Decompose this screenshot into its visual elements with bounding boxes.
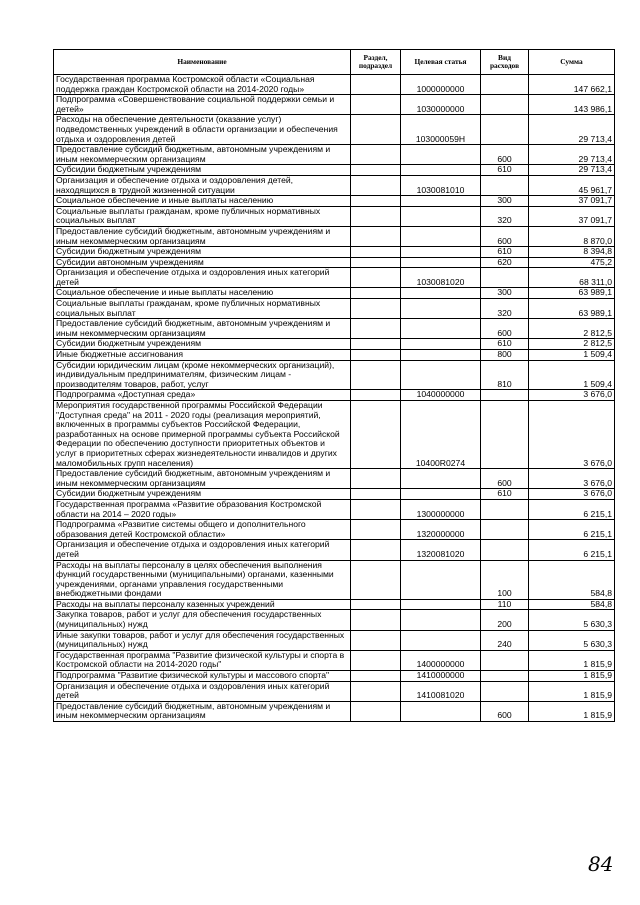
cell-article (401, 288, 481, 299)
cell-sum: 5 630,3 (529, 610, 615, 630)
cell-name: Социальное обеспечение и иные выплаты населению (54, 196, 351, 207)
cell-section (351, 401, 401, 469)
cell-sum: 1 815,9 (529, 681, 615, 701)
cell-article (401, 701, 481, 721)
cell-type: 610 (481, 165, 529, 176)
table-row (54, 226, 615, 246)
cell-article: 1040000000 (401, 390, 481, 401)
table-row (54, 560, 615, 599)
cell-name: Социальные выплаты гражданам, кроме публичных нормативных социальных выплат (54, 206, 351, 226)
cell-article (401, 196, 481, 207)
table-row (54, 196, 615, 207)
cell-article (401, 145, 481, 165)
cell-type: 800 (481, 350, 529, 361)
cell-article (401, 247, 481, 258)
cell-sum: 2 812,5 (529, 319, 615, 339)
cell-type (481, 75, 529, 95)
table-row (54, 339, 615, 350)
cell-sum: 8 870,0 (529, 226, 615, 246)
cell-sum: 29 713,4 (529, 145, 615, 165)
cell-section (351, 610, 401, 630)
cell-section (351, 257, 401, 268)
cell-section (351, 226, 401, 246)
cell-sum: 475,2 (529, 257, 615, 268)
cell-name: Социальные выплаты гражданам, кроме публичных нормативных социальных выплат (54, 299, 351, 319)
cell-article (401, 226, 481, 246)
cell-name: Мероприятия государственной программы Российской Федерации "Доступная среда" на 2011 - 2020 годы (реализация мероприятий, включенных в программы субъектов Российской Федерации, разработанных на основе примерной программы субъекта Российской Федерации по обеспечению доступности приоритетных объектов и услуг в приоритетных сферах жизнедеятельности инвалидов и других маломобильных групп населения) (54, 401, 351, 469)
cell-type (481, 650, 529, 670)
cell-type: 300 (481, 288, 529, 299)
cell-name: Субсидии бюджетным учреждениям (54, 489, 351, 500)
cell-sum: 63 989,1 (529, 288, 615, 299)
cell-article (401, 165, 481, 176)
cell-name: Предоставление субсидий бюджетным, автономным учреждениям и иным некоммерческим организациям (54, 469, 351, 489)
cell-sum: 2 812,5 (529, 339, 615, 350)
cell-section (351, 499, 401, 519)
cell-article (401, 299, 481, 319)
table-row (54, 469, 615, 489)
cell-section (351, 671, 401, 682)
table-row (54, 175, 615, 195)
table-row (54, 299, 615, 319)
cell-section (351, 196, 401, 207)
cell-name: Организация и обеспечение отдыха и оздоровления детей, находящихся в трудной жизненной ситуации (54, 175, 351, 195)
cell-type (481, 520, 529, 540)
cell-name: Иные бюджетные ассигнования (54, 350, 351, 361)
cell-section (351, 299, 401, 319)
cell-article: 1410081020 (401, 681, 481, 701)
cell-sum: 63 989,1 (529, 299, 615, 319)
cell-article: 1320081020 (401, 540, 481, 560)
cell-sum: 68 311,0 (529, 268, 615, 288)
table-row (54, 499, 615, 519)
cell-section (351, 75, 401, 95)
table-row (54, 350, 615, 361)
cell-sum: 1 509,4 (529, 360, 615, 390)
table-row (54, 247, 615, 258)
cell-name: Государственная программа "Развитие физической культуры и спорта в Костромской области на 2014-2020 годы" (54, 650, 351, 670)
cell-type (481, 268, 529, 288)
cell-sum: 1 509,4 (529, 350, 615, 361)
table-row (54, 95, 615, 115)
cell-sum: 3 676,0 (529, 390, 615, 401)
cell-name: Предоставление субсидий бюджетным, автономным учреждениям и иным некоммерческим организациям (54, 319, 351, 339)
cell-section (351, 650, 401, 670)
cell-type: 600 (481, 145, 529, 165)
cell-name: Расходы на выплаты персоналу в целях обеспечения выполнения функций государственными (муниципальными) органами, казенными учреждениями, органами управления государственными внебюджетными фондами (54, 560, 351, 599)
cell-sum: 3 676,0 (529, 469, 615, 489)
cell-name: Предоставление субсидий бюджетным, автономным учреждениям и иным некоммерческим организациям (54, 226, 351, 246)
cell-type: 200 (481, 610, 529, 630)
table-row (54, 489, 615, 500)
cell-type: 610 (481, 247, 529, 258)
cell-type (481, 95, 529, 115)
cell-name: Подпрограмма "Развитие физической культуры и массового спорта" (54, 671, 351, 682)
cell-type (481, 681, 529, 701)
table-row (54, 681, 615, 701)
cell-article (401, 489, 481, 500)
table-row (54, 610, 615, 630)
cell-sum: 6 215,1 (529, 540, 615, 560)
cell-name: Расходы на выплаты персоналу казенных учреждений (54, 599, 351, 610)
table-row (54, 671, 615, 682)
table-body (54, 75, 615, 722)
budget-table (53, 49, 615, 722)
header-type: Вид расходов (481, 50, 529, 75)
table-row (54, 288, 615, 299)
header-article: Целевая статья (401, 50, 481, 75)
cell-name: Подпрограмма «Развитие системы общего и дополнительного образования детей Костромской области» (54, 520, 351, 540)
cell-sum: 1 815,9 (529, 671, 615, 682)
cell-name: Субсидии автономным учреждениям (54, 257, 351, 268)
table-row (54, 75, 615, 95)
cell-sum: 45 961,7 (529, 175, 615, 195)
cell-sum: 6 215,1 (529, 520, 615, 540)
cell-name: Организация и обеспечение отдыха и оздоровления иных категорий детей (54, 540, 351, 560)
cell-section (351, 206, 401, 226)
cell-type: 610 (481, 489, 529, 500)
cell-sum: 3 676,0 (529, 489, 615, 500)
cell-name: Государственная программа «Развитие образования Костромской области на 2014 – 2020 годы» (54, 499, 351, 519)
cell-name: Субсидии бюджетным учреждениям (54, 339, 351, 350)
cell-type: 320 (481, 206, 529, 226)
cell-type: 810 (481, 360, 529, 390)
cell-name: Субсидии бюджетным учреждениям (54, 247, 351, 258)
cell-sum: 584,8 (529, 560, 615, 599)
cell-article (401, 206, 481, 226)
cell-section (351, 520, 401, 540)
cell-section (351, 339, 401, 350)
cell-section (351, 599, 401, 610)
cell-section (351, 95, 401, 115)
cell-sum: 143 986,1 (529, 95, 615, 115)
cell-type (481, 390, 529, 401)
cell-section (351, 469, 401, 489)
cell-name: Расходы на обеспечение деятельности (оказание услуг) подведомственных учреждений в области организации и обеспечения отдыха и оздоровления детей (54, 115, 351, 145)
cell-section (351, 247, 401, 258)
cell-name: Субсидии юридическим лицам (кроме некоммерческих организаций), индивидуальным предпринимателям, физическим лицам - производителям товаров, работ, услуг (54, 360, 351, 390)
page-number: 84 (588, 852, 614, 876)
table-row (54, 701, 615, 721)
cell-section (351, 319, 401, 339)
cell-article: 10400R0274 (401, 401, 481, 469)
cell-sum: 1 815,9 (529, 701, 615, 721)
cell-article: 1300000000 (401, 499, 481, 519)
table-row (54, 206, 615, 226)
cell-sum: 6 215,1 (529, 499, 615, 519)
cell-type: 100 (481, 560, 529, 599)
cell-article (401, 339, 481, 350)
cell-section (351, 681, 401, 701)
table-row (54, 401, 615, 469)
table-row (54, 599, 615, 610)
table-header-row (54, 50, 615, 75)
table-row (54, 390, 615, 401)
cell-name: Социальное обеспечение и иные выплаты населению (54, 288, 351, 299)
cell-type (481, 175, 529, 195)
cell-article: 1320000000 (401, 520, 481, 540)
cell-article (401, 469, 481, 489)
table-row (54, 540, 615, 560)
table-row (54, 520, 615, 540)
cell-type (481, 401, 529, 469)
cell-sum: 5 630,3 (529, 630, 615, 650)
cell-sum: 584,8 (529, 599, 615, 610)
cell-section (351, 115, 401, 145)
cell-name: Государственная программа Костромской области «Социальная поддержка граждан Костромской области на 2014-2020 годы» (54, 75, 351, 95)
cell-type (481, 115, 529, 145)
cell-section (351, 165, 401, 176)
cell-name: Предоставление субсидий бюджетным, автономным учреждениям и иным некоммерческим организациям (54, 145, 351, 165)
cell-sum: 147 662,1 (529, 75, 615, 95)
table-row (54, 257, 615, 268)
cell-article: 1000000000 (401, 75, 481, 95)
cell-article (401, 560, 481, 599)
cell-name: Субсидии бюджетным учреждениям (54, 165, 351, 176)
cell-article (401, 599, 481, 610)
cell-article: 1030081010 (401, 175, 481, 195)
table-row (54, 115, 615, 145)
cell-section (351, 360, 401, 390)
cell-name: Иные закупки товаров, работ и услуг для обеспечения государственных (муниципальных) нужд (54, 630, 351, 650)
cell-name: Закупка товаров, работ и услуг для обеспечения государственных (муниципальных) нужд (54, 610, 351, 630)
cell-article (401, 630, 481, 650)
cell-type: 600 (481, 701, 529, 721)
cell-type: 320 (481, 299, 529, 319)
cell-type (481, 540, 529, 560)
table-row (54, 360, 615, 390)
table-row (54, 268, 615, 288)
cell-sum: 37 091,7 (529, 206, 615, 226)
cell-section (351, 175, 401, 195)
cell-type: 600 (481, 469, 529, 489)
cell-article: 1410000000 (401, 671, 481, 682)
cell-section (351, 145, 401, 165)
cell-article: 1030081020 (401, 268, 481, 288)
header-sum: Сумма (529, 50, 615, 75)
cell-article: 1400000000 (401, 650, 481, 670)
cell-sum: 37 091,7 (529, 196, 615, 207)
cell-section (351, 701, 401, 721)
table-row (54, 165, 615, 176)
cell-type: 620 (481, 257, 529, 268)
cell-article: 103000059Н (401, 115, 481, 145)
cell-sum: 3 676,0 (529, 401, 615, 469)
cell-section (351, 489, 401, 500)
cell-name: Организация и обеспечение отдыха и оздоровления иных категорий детей (54, 268, 351, 288)
cell-article (401, 319, 481, 339)
cell-section (351, 390, 401, 401)
cell-name: Организация и обеспечение отдыха и оздоровления иных категорий детей (54, 681, 351, 701)
cell-type: 110 (481, 599, 529, 610)
cell-sum: 1 815,9 (529, 650, 615, 670)
table-row (54, 630, 615, 650)
cell-section (351, 350, 401, 361)
cell-type (481, 671, 529, 682)
cell-name: Предоставление субсидий бюджетным, автономным учреждениям и иным некоммерческим организациям (54, 701, 351, 721)
cell-type: 610 (481, 339, 529, 350)
cell-article (401, 360, 481, 390)
table-row (54, 319, 615, 339)
cell-section (351, 288, 401, 299)
cell-section (351, 268, 401, 288)
cell-sum: 8 394,8 (529, 247, 615, 258)
table-row (54, 145, 615, 165)
header-name: Наименование (54, 50, 351, 75)
header-section: Раздел, подраздел (351, 50, 401, 75)
cell-name: Подпрограмма «Совершенствование социальной поддержки семьи и детей» (54, 95, 351, 115)
cell-section (351, 630, 401, 650)
table-row (54, 650, 615, 670)
cell-type: 300 (481, 196, 529, 207)
cell-section (351, 540, 401, 560)
cell-sum: 29 713,4 (529, 165, 615, 176)
cell-type: 600 (481, 319, 529, 339)
cell-type: 600 (481, 226, 529, 246)
cell-type (481, 499, 529, 519)
cell-section (351, 560, 401, 599)
cell-article: 1030000000 (401, 95, 481, 115)
cell-article (401, 350, 481, 361)
cell-sum: 29 713,4 (529, 115, 615, 145)
cell-article (401, 257, 481, 268)
cell-type: 240 (481, 630, 529, 650)
cell-article (401, 610, 481, 630)
cell-name: Подпрограмма «Доступная среда» (54, 390, 351, 401)
